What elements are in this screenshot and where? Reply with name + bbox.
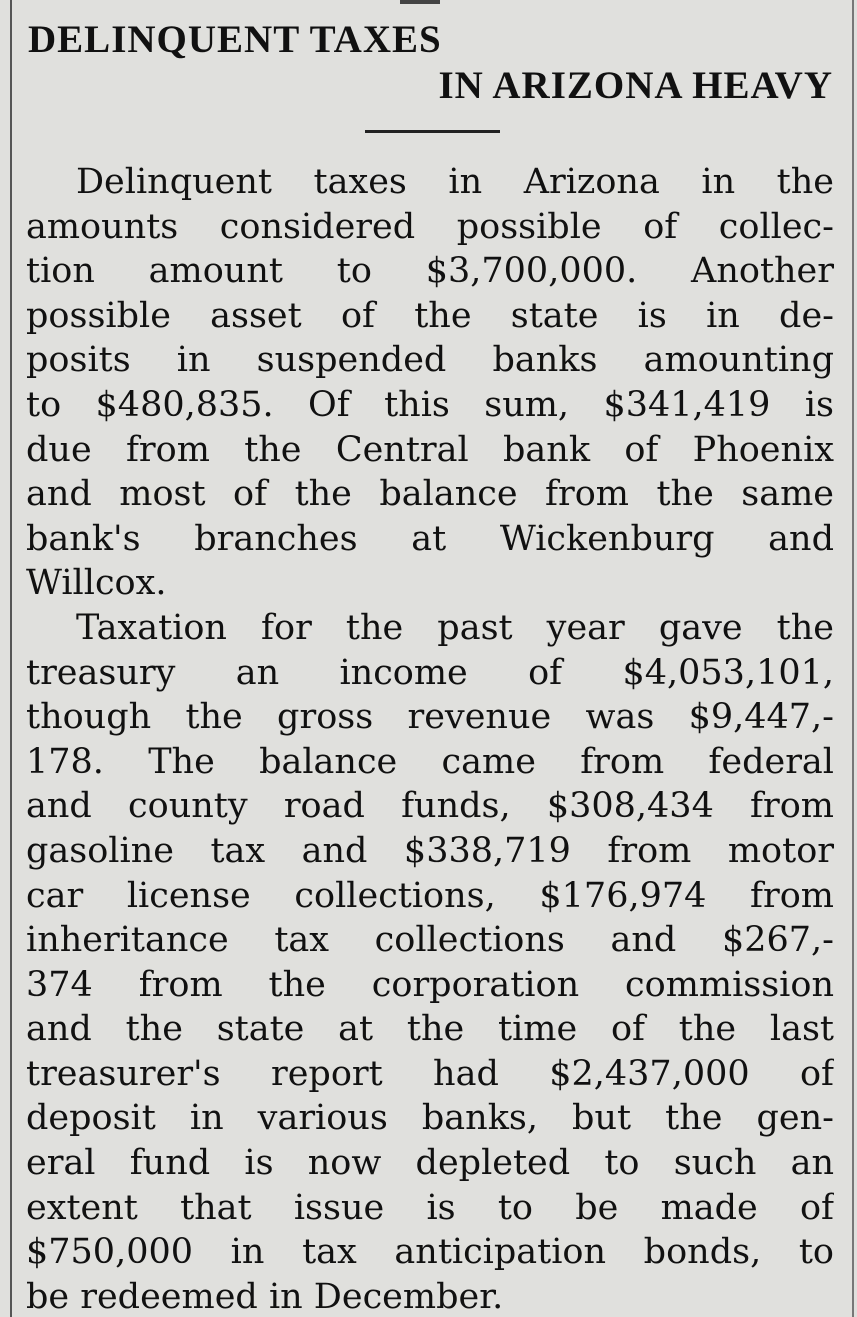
paragraph-2-line: 178. The balance came from federal xyxy=(26,741,834,782)
paragraph-2-line: and county road funds, $308,434 from xyxy=(26,786,834,827)
previous-article-fragment xyxy=(400,0,440,4)
paragraph-2-line: gasoline tax and $338,719 from motor xyxy=(26,830,834,871)
paragraph-1-line: due from the Central bank of Phoenix xyxy=(26,429,834,470)
column-rule-right xyxy=(852,0,854,1317)
paragraph-2-line: be redeemed in December. xyxy=(26,1276,504,1317)
paragraph-2-line: though the gross revenue was $9,447,- xyxy=(26,697,834,738)
paragraph-2-line: 374 from the corporation commission xyxy=(26,964,834,1005)
paragraph-1-line: and most of the balance from the same xyxy=(26,474,834,515)
paragraph-1-line: Willcox. xyxy=(26,563,167,604)
paragraph-1-line: posits in suspended banks amounting xyxy=(26,340,834,381)
paragraph-1-line: possible asset of the state is in de- xyxy=(26,295,834,336)
paragraph-1-line: Delinquent taxes in Arizona in the xyxy=(76,162,834,202)
paragraph-1-line: bank's branches at Wickenburg and xyxy=(26,518,834,559)
paragraph-1-line: to $480,835. Of this sum, $341,419 is xyxy=(26,384,834,425)
paragraph-2-line: Taxation for the past year gave the xyxy=(76,607,834,648)
paragraph-2-line: treasurer's report had $2,437,000 of xyxy=(26,1053,834,1094)
headline-line-1: DELINQUENT TAXES xyxy=(28,18,442,61)
paragraph-2-line: treasury an income of $4,053,101, xyxy=(26,652,834,693)
paragraph-2-line: $750,000 in tax anticipation bonds, to xyxy=(26,1232,834,1273)
column-rule-left xyxy=(10,0,12,1317)
headline-divider xyxy=(365,130,500,133)
paragraph-2-line: eral fund is now depleted to such an xyxy=(26,1143,834,1184)
paragraph-1-line: amounts considered possible of collec- xyxy=(26,206,834,247)
paragraph-2-line: deposit in various banks, but the gen- xyxy=(26,1098,834,1139)
paragraph-1-line: tion amount to $3,700,000. Another xyxy=(26,251,834,292)
headline-line-2: IN ARIZONA HEAVY xyxy=(438,64,833,107)
paragraph-2-line: and the state at the time of the last xyxy=(26,1009,834,1050)
paragraph-2-line: extent that issue is to be made of xyxy=(26,1187,834,1228)
paragraph-2-line: car license collections, $176,974 from xyxy=(26,875,834,916)
paragraph-2-line: inheritance tax collections and $267,- xyxy=(26,920,834,961)
article-body xyxy=(26,160,834,1317)
